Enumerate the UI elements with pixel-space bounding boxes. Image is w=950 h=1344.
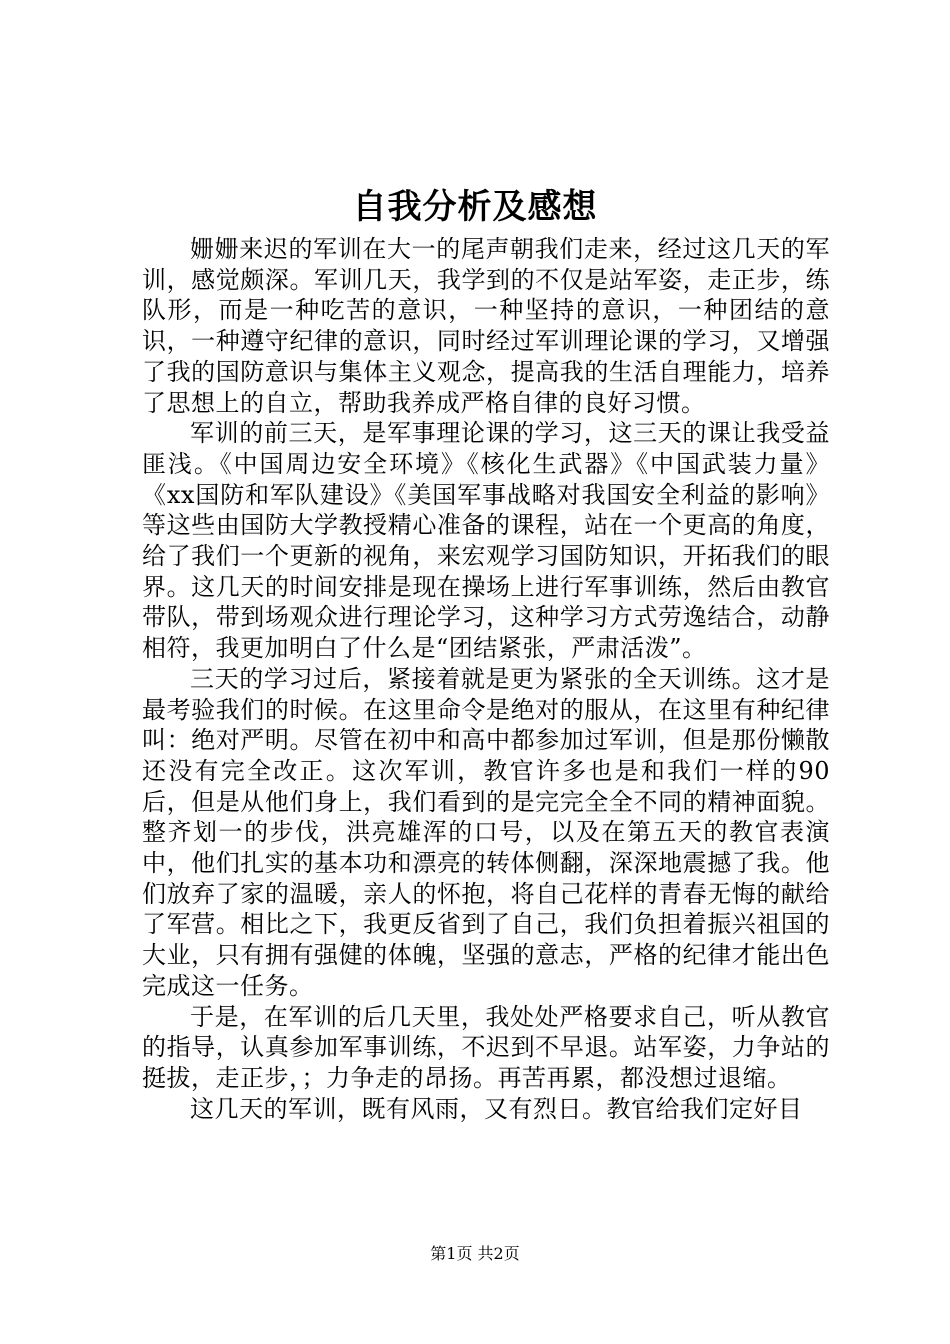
document-title: 自我分析及感想 <box>352 187 598 227</box>
paragraph: 这几天的军训，既有风雨，又有烈日。教官给我们定好目 <box>190 1094 803 1123</box>
page-number-footer: 第1页 共2页 <box>430 1244 520 1263</box>
paragraph: 姗姗来迟的军训在大一的尾声朝我们走来，经过这几天的军训，感觉颇深。军训几天，我学到的不仅是站军姿，走正步，练队形，而是一种吃苦的意识，一种坚持的意识，一种团结的意识，一种遵守纪律的意识，同时经过军训理论课的学习，又增强了我的国防意识与集体主义观念，提高我的生活自理能力，培养了思想上的自立，帮助我养成严格自律的良好习惯。 <box>142 235 830 417</box>
paragraph: 军训的前三天，是军事理论课的学习，这三天的课让我受益匪浅。《中国周边安全环境》《核化生武器》《中国武装力量》《xx国防和军队建设》《美国军事战略对我国安全利益的影响》等这些由国防大学教授精心准备的课程，站在一个更高的角度，给了我们一个更新的视角，来宏观学习国防知识，开拓我们的眼界。这几天的时间安排是现在操场上进行军事训练，然后由教官带队，带到场观众进行理论学习，这种学习方式劳逸结合，动静相符，我更加明白了什么是“团结紧张，严肃活泼”。 <box>142 419 830 663</box>
paragraph: 三天的学习过后，紧接着就是更为紧张的全天训练。这才是最考验我们的时候。在这里命令是绝对的服从，在这里有种纪律叫：绝对严明。尽管在初中和高中都参加过军训，但是那份懒散还没有完全改正。这次军训，教官许多也是和我们一样的90后，但是从他们身上，我们看到的是完完全全不同的精神面貌。整齐划一的步伐，洪亮雄浑的口号，以及在第五天的教官表演中，他们扎实的基本功和漂亮的转体侧翻，深深地震撼了我。他们放弃了家的温暖，亲人的怀抱，将自己花样的青春无悔的献给了军营。相比之下，我更反省到了自己，我们负担着振兴祖国的大业，只有拥有强健的体魄，坚强的意志，严格的纪律才能出色完成这一任务。 <box>142 664 830 1000</box>
document-body <box>142 234 830 1124</box>
paragraph: 于是，在军训的后几天里，我处处严格要求自己，听从教官的指导，认真参加军事训练，不迟到不早退。站军姿，力争站的挺拔，走正步，；力争走的昂扬。再苦再累，都没想过退缩。 <box>142 1002 830 1092</box>
